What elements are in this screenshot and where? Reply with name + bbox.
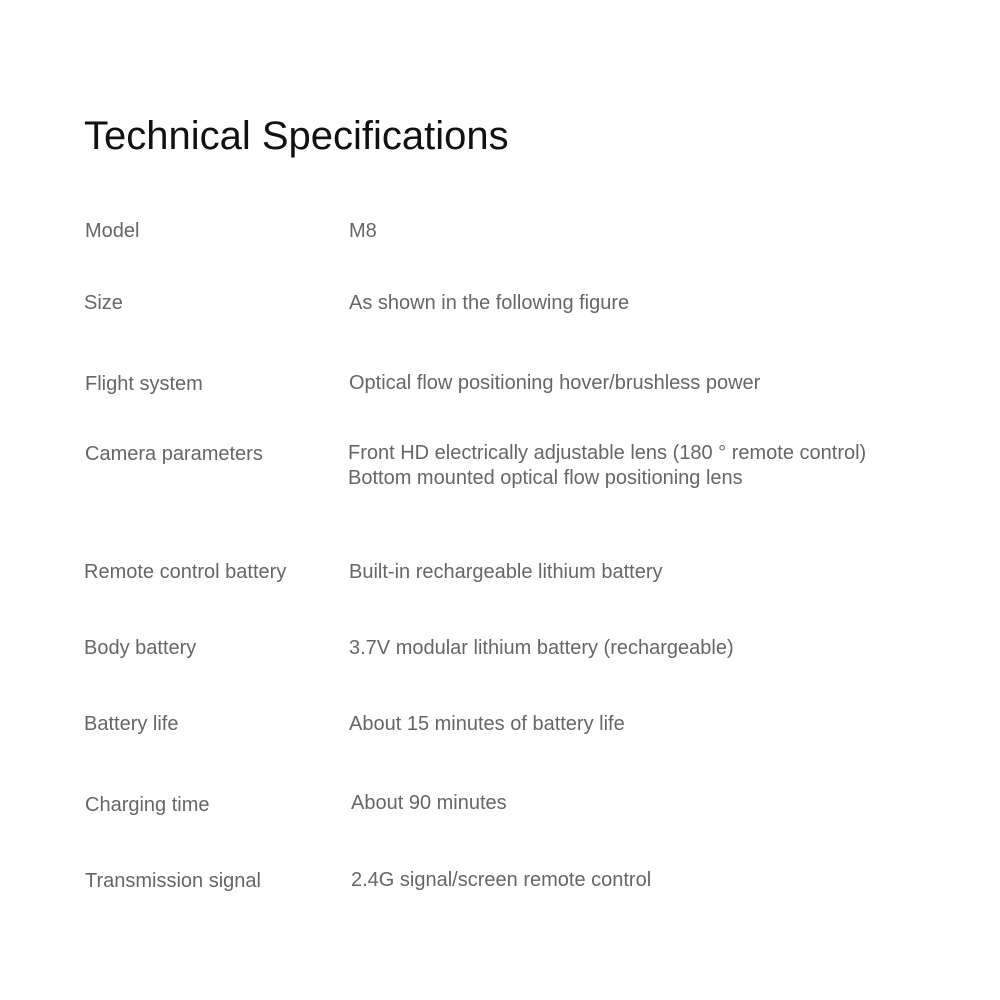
spec-value: Front HD electrically adjustable lens (180 ° remote control) (348, 442, 867, 464)
spec-label: Battery life (84, 713, 179, 735)
page-title: Technical Specifications (84, 114, 509, 158)
spec-label: Size (84, 292, 123, 314)
spec-label: Flight system (85, 373, 203, 395)
spec-value: Built-in rechargeable lithium battery (349, 561, 663, 583)
spec-label: Remote control battery (84, 561, 287, 583)
spec-label: Charging time (85, 794, 210, 816)
spec-value: 2.4G signal/screen remote control (351, 869, 652, 891)
spec-label: Body battery (84, 637, 197, 659)
spec-value: About 90 minutes (351, 792, 507, 814)
spec-value: As shown in the following figure (349, 292, 630, 314)
spec-value: About 15 minutes of battery life (349, 713, 625, 735)
spec-label: Model (85, 220, 140, 242)
spec-value: Optical flow positioning hover/brushless power (349, 372, 761, 394)
spec-label: Transmission signal (85, 870, 261, 892)
spec-value: 3.7V modular lithium battery (rechargeable) (349, 637, 734, 659)
spec-value-line-2: Bottom mounted optical flow positioning lens (348, 467, 743, 489)
spec-value: M8 (349, 220, 377, 242)
spec-label: Camera parameters (85, 443, 263, 465)
